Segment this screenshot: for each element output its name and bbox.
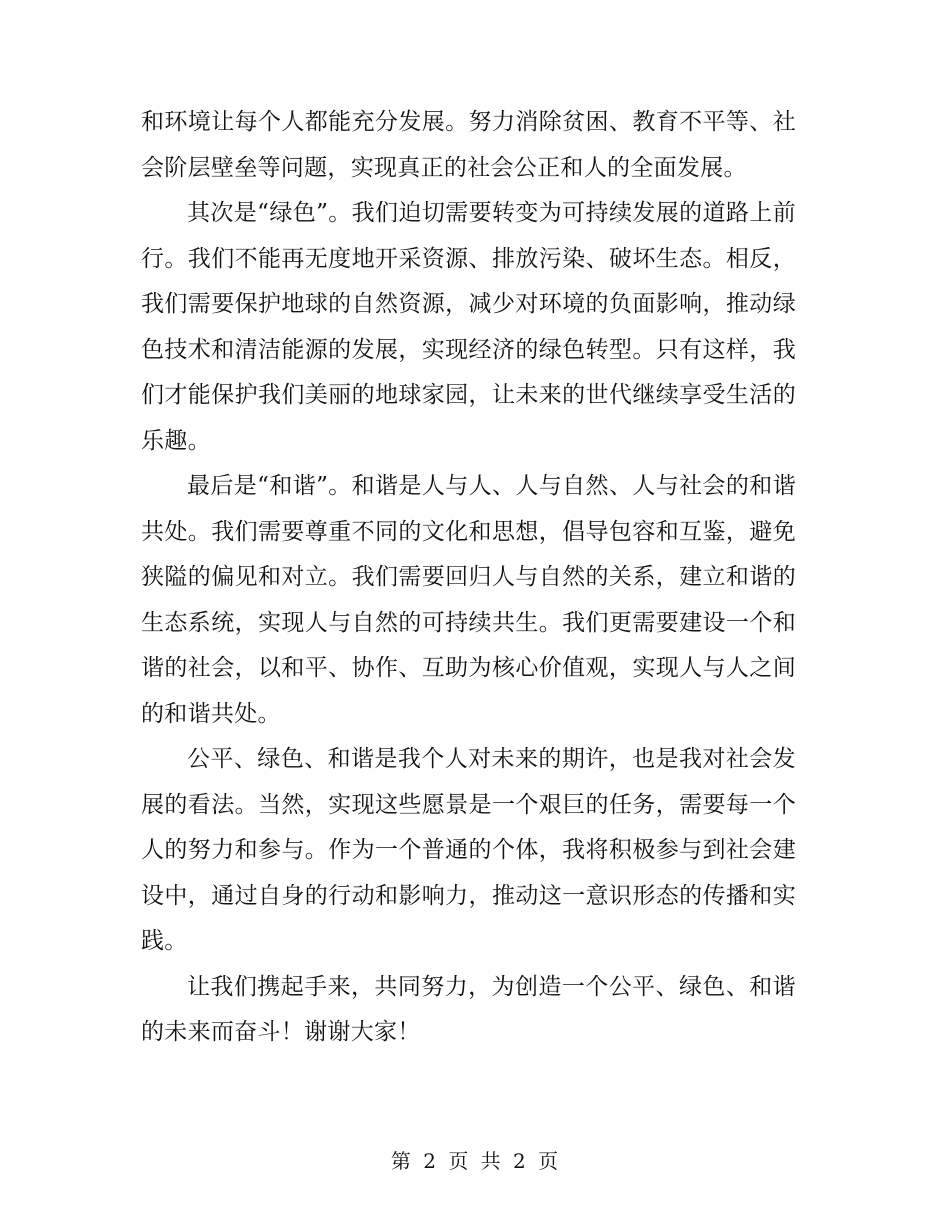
page-number-footer: 第 2 页 共 2 页 xyxy=(390,1149,560,1173)
paragraph-green: 其次是“绿色”。我们迫切需要转变为可持续发展的道路上前行。我们不能再无度地开采资源、排放污染、破坏生态。相反，我们需要保护地球的自然资源，减少对环境的负面影响，推动绿色技术和清洁能源的发展，实现经济的绿色转型。只有这样，我们才能保护我们美丽的地球家园，让未来的世代继续享受生活的乐趣。 xyxy=(141,200,796,454)
paragraph-closing: 让我们携起手来，共同努力，为创造一个公平、绿色、和谐的未来而奋斗！谢谢大家！ xyxy=(141,973,796,1045)
paragraph-continuation: 和环境让每个人都能充分发展。努力消除贫困、教育不平等、社会阶层壁垒等问题，实现真正的社会公正和人的全面发展。 xyxy=(141,109,796,181)
paragraph-expectation: 公平、绿色、和谐是我个人对未来的期许，也是我对社会发展的看法。当然，实现这些愿景是一个艰巨的任务，需要每一个人的努力和参与。作为一个普通的个体，我将积极参与到社会建设中，通过自身的行动和影响力，推动这一意识形态的传播和实践。 xyxy=(141,746,796,954)
document-body xyxy=(141,100,796,1056)
paragraph-harmony: 最后是“和谐”。和谐是人与人、人与自然、人与社会的和谐共处。我们需要尊重不同的文化和思想，倡导包容和互鉴，避免狭隘的偏见和对立。我们需要回归人与自然的关系，建立和谐的生态系统，实现人与自然的可持续共生。我们更需要建设一个和谐的社会，以和平、协作、互助为核心价值观，实现人与人之间的和谐共处。 xyxy=(141,473,796,727)
